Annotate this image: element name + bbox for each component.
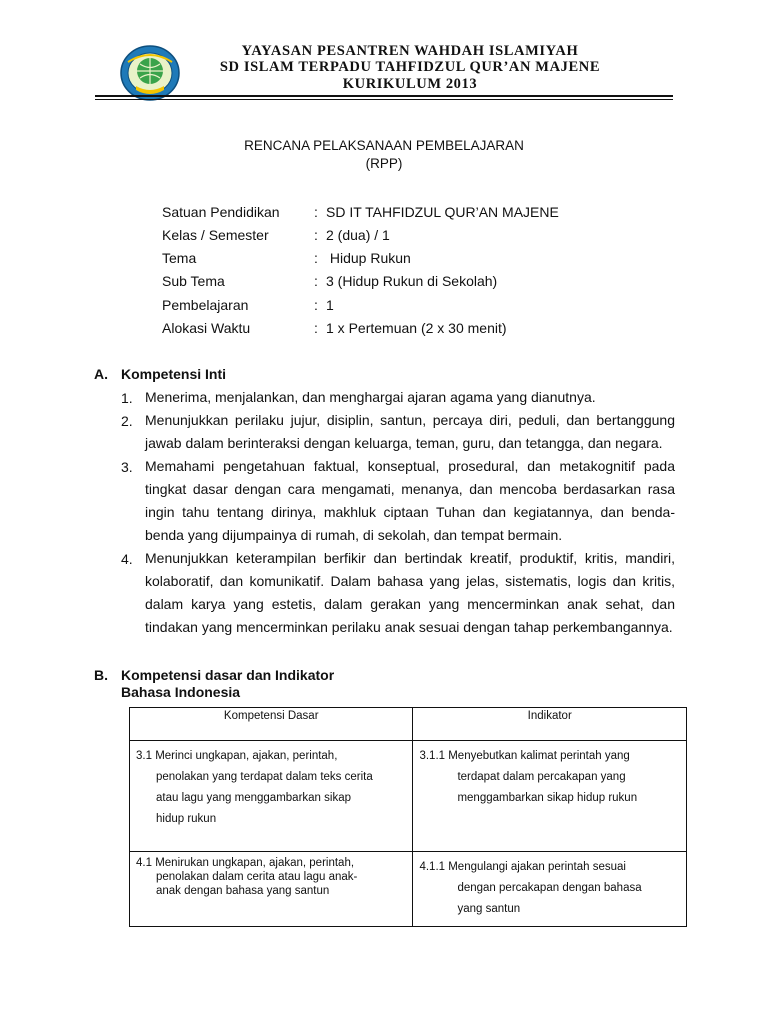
meta-label: Satuan Pendidikan xyxy=(162,204,280,220)
curriculum-name: KURIKULUM 2013 xyxy=(342,76,478,92)
section-title: Kompetensi dasar dan Indikator xyxy=(121,667,335,683)
list-item: Memahami pengetahuan faktual, konseptual, prosedural, dan metakognitif pada tingkat dasar dengan cara mengamati, menanya, dan mencoba berdasarkan rasa ingin tahu tentang dirinya, makhluk ciptaan Tuhan dan kegiatannya, dan benda-benda yang dijumpainya di rumah, di sekolah, dan tempat bermain. xyxy=(145,458,675,543)
meta-label: Alokasi Waktu xyxy=(162,320,251,336)
meta-value: 1 x Pertemuan (2 x 30 menit) xyxy=(326,320,507,336)
cell-line: 3.1.1 Menyebutkan kalimat perintah yang xyxy=(419,750,630,762)
meta-value: 3 (Hidup Rukun di Sekolah) xyxy=(326,273,498,289)
meta-separator: : xyxy=(314,273,318,289)
list-item-number: 2. xyxy=(121,413,133,429)
table-row xyxy=(130,852,687,927)
meta-value: 2 (dua) / 1 xyxy=(326,227,390,243)
table-header-row xyxy=(130,708,687,741)
cell-line: anak dengan bahasa yang santun xyxy=(156,885,330,897)
table-row xyxy=(130,741,687,852)
list-item: Menunjukkan keterampilan berfikir dan bertindak kreatif, produktif, kritis, mandiri, kolaboratif, dan komunikatif. Dalam bahasa yang jelas, sistematis, logis dan kritis, dalam karya yang estetis, dalam gerakan yang mencerminkan anak sehat, dan tindakan yang mencerminkan perilaku anak sesuai dengan tahap perkembangannya. xyxy=(145,550,675,635)
meta-value: Hidup Rukun xyxy=(326,250,411,266)
list-item-number: 1. xyxy=(121,390,133,406)
meta-label: Tema xyxy=(162,250,197,266)
kd-number: 3.1 xyxy=(136,750,152,762)
kd-text: Menirukan ungkapan, ajakan, perintah, xyxy=(155,857,355,869)
list-item-number: 4. xyxy=(121,551,133,567)
cell-line: 4.1.1 Mengulangi ajakan perintah sesuai xyxy=(419,861,626,873)
meta-label: Kelas / Semester xyxy=(162,227,269,243)
kd-number: 4.1 xyxy=(136,857,152,869)
meta-separator: : xyxy=(314,250,318,266)
meta-label: Pembelajaran xyxy=(162,297,249,313)
competency-table xyxy=(129,707,687,927)
section-title: Kompetensi Inti xyxy=(121,366,227,382)
header-divider-thin xyxy=(95,99,673,100)
cell-line: hidup rukun xyxy=(156,813,217,825)
list-item: Menunjukkan perilaku jujur, disiplin, santun, percaya diri, peduli, dan bertanggung jawab dalam berinteraksi dengan keluarga, teman, guru, dan tetangga, dan negara. xyxy=(145,412,675,451)
cell-line xyxy=(130,856,408,870)
meta-value: 1 xyxy=(326,297,334,313)
table-cell xyxy=(130,852,413,927)
document-subtitle: (RPP) xyxy=(365,156,403,171)
header-divider xyxy=(95,95,673,97)
list-item-number: 3. xyxy=(121,459,133,475)
table-cell xyxy=(413,741,687,852)
cell-line: menggambarkan sikap hidup rukun xyxy=(457,792,638,804)
column-header: Indikator xyxy=(413,708,687,741)
foundation-name: YAYASAN PESANTREN WAHDAH ISLAMIYAH xyxy=(241,43,579,59)
section-letter: A. xyxy=(94,366,108,382)
cell-line: atau lagu yang menggambarkan sikap xyxy=(156,792,351,804)
cell-line xyxy=(130,746,408,767)
column-header: Kompetensi Dasar xyxy=(130,708,413,741)
cell-line: terdapat dalam percakapan yang xyxy=(457,771,626,783)
cell-line: penolakan dalam cerita atau lagu anak- xyxy=(156,871,358,883)
kd-text: Merinci ungkapan, ajakan, perintah, xyxy=(155,750,338,762)
document-title: RENCANA PELAKSANAAN PEMBELAJARAN xyxy=(244,138,524,153)
meta-label: Sub Tema xyxy=(162,273,225,289)
cell-line: penolakan yang terdapat dalam teks cerita xyxy=(156,771,373,783)
subject-heading: Bahasa Indonesia xyxy=(121,684,241,700)
meta-separator: : xyxy=(314,204,318,220)
meta-value: SD IT TAHFIDZUL QUR’AN MAJENE xyxy=(326,204,559,220)
meta-separator: : xyxy=(314,297,318,313)
table-cell xyxy=(413,852,687,927)
school-name: SD ISLAM TERPADU TAHFIDZUL QUR’AN MAJENE xyxy=(219,59,601,75)
meta-separator: : xyxy=(314,320,318,336)
table-cell xyxy=(130,741,413,852)
cell-line: yang santun xyxy=(457,903,521,915)
list-item: Menerima, menjalankan, dan menghargai ajaran agama yang dianutnya. xyxy=(145,389,596,405)
meta-separator: : xyxy=(314,227,318,243)
cell-line: dengan percakapan dengan bahasa xyxy=(457,882,642,894)
section-letter: B. xyxy=(94,667,108,683)
